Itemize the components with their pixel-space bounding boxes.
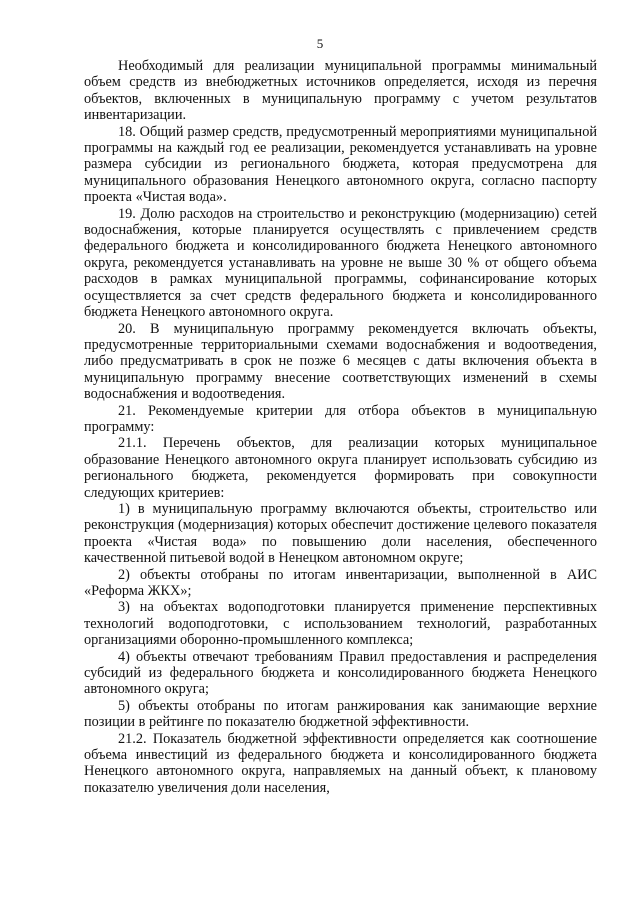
paragraph-20: 20. В муниципальную программу рекомендуется включать объекты, предусмотренные территориальными схемами водоснабжения и водоотведения, либо предусматривать в срок не позже 6 месяцев с даты включения объекта в муниципальную программу внесение соответствующих изменений в схемы водоснабжения и водоотведения.	[84, 320, 597, 403]
paragraph-21-1: 21.1. Перечень объектов, для реализации которых муниципальное образование Ненецкого автономного округа планирует использовать субсидию из регионального бюджета, рекомендуется формировать при совокупности следующих критериев:	[84, 435, 597, 501]
criterion-2: 2) объекты отобраны по итогам инвентаризации, выполненной в АИС «Реформа ЖКХ»;	[84, 566, 597, 599]
paragraph-19: 19. Долю расходов на строительство и реконструкцию (модернизацию) сетей водоснабжения, которые планируется осуществлять с привлечением средств федерального бюджета и консолидированного бюджета Ненецкого автономного округа, рекомендуется устанавливать на уровне не выше 30 % от общего объема расходов в рамках муниципальной программы, софинансирование которых осуществляется за счет средств федерального бюджета и консолидированного бюджета Ненецкого автономного округа.	[84, 205, 597, 321]
paragraph-21-2: 21.2. Показатель бюджетной эффективности определяется как соотношение объема инвестиций из федерального бюджета и консолидированного бюджета Ненецкого автономного округа, направляемых на данный объект, к плановому показателю увеличения доли населения,	[84, 730, 597, 796]
criterion-3: 3) на объектах водоподготовки планируется применение перспективных технологий водоподготовки, с использованием технологий, разработанных организациями оборонно-промышленного комплекса;	[84, 599, 597, 649]
criterion-1: 1) в муниципальную программу включаются объекты, строительство или реконструкция (модернизация) которых обеспечит достижение целевого показателя проекта «Чистая вода» по повышению доли населения, обеспеченного качественной питьевой водой в Ненецком автономном округе;	[84, 500, 597, 567]
page-number: 5	[316, 36, 324, 51]
criterion-5: 5) объекты отобраны по итогам ранжирования как занимающие верхние позиции в рейтинге по показателю бюджетной эффективности.	[84, 697, 597, 731]
paragraph-21: 21. Рекомендуемые критерии для отбора объектов в муниципальную программу:	[84, 402, 597, 435]
criterion-4: 4) объекты отвечают требованиям Правил предоставления и распределения субсидий из федерального бюджета и консолидированного бюджета Ненецкого автономного округа;	[84, 648, 597, 698]
paragraph-18: 18. Общий размер средств, предусмотренный мероприятиями муниципальной программы на каждый год ее реализации, рекомендуется устанавливать на уровне размера субсидии из регионального бюджета, которая предусмотрена для муниципального образования Ненецкого автономного округа, согласно паспорту проекта «Чистая вода».	[84, 123, 597, 206]
document-body	[84, 58, 597, 796]
paragraph-intro: Необходимый для реализации муниципальной программы минимальный объем средств из внебюджетных источников определяется, исходя из перечня объектов, включенных в муниципальную программу с учетом результатов инвентаризации.	[84, 58, 597, 124]
